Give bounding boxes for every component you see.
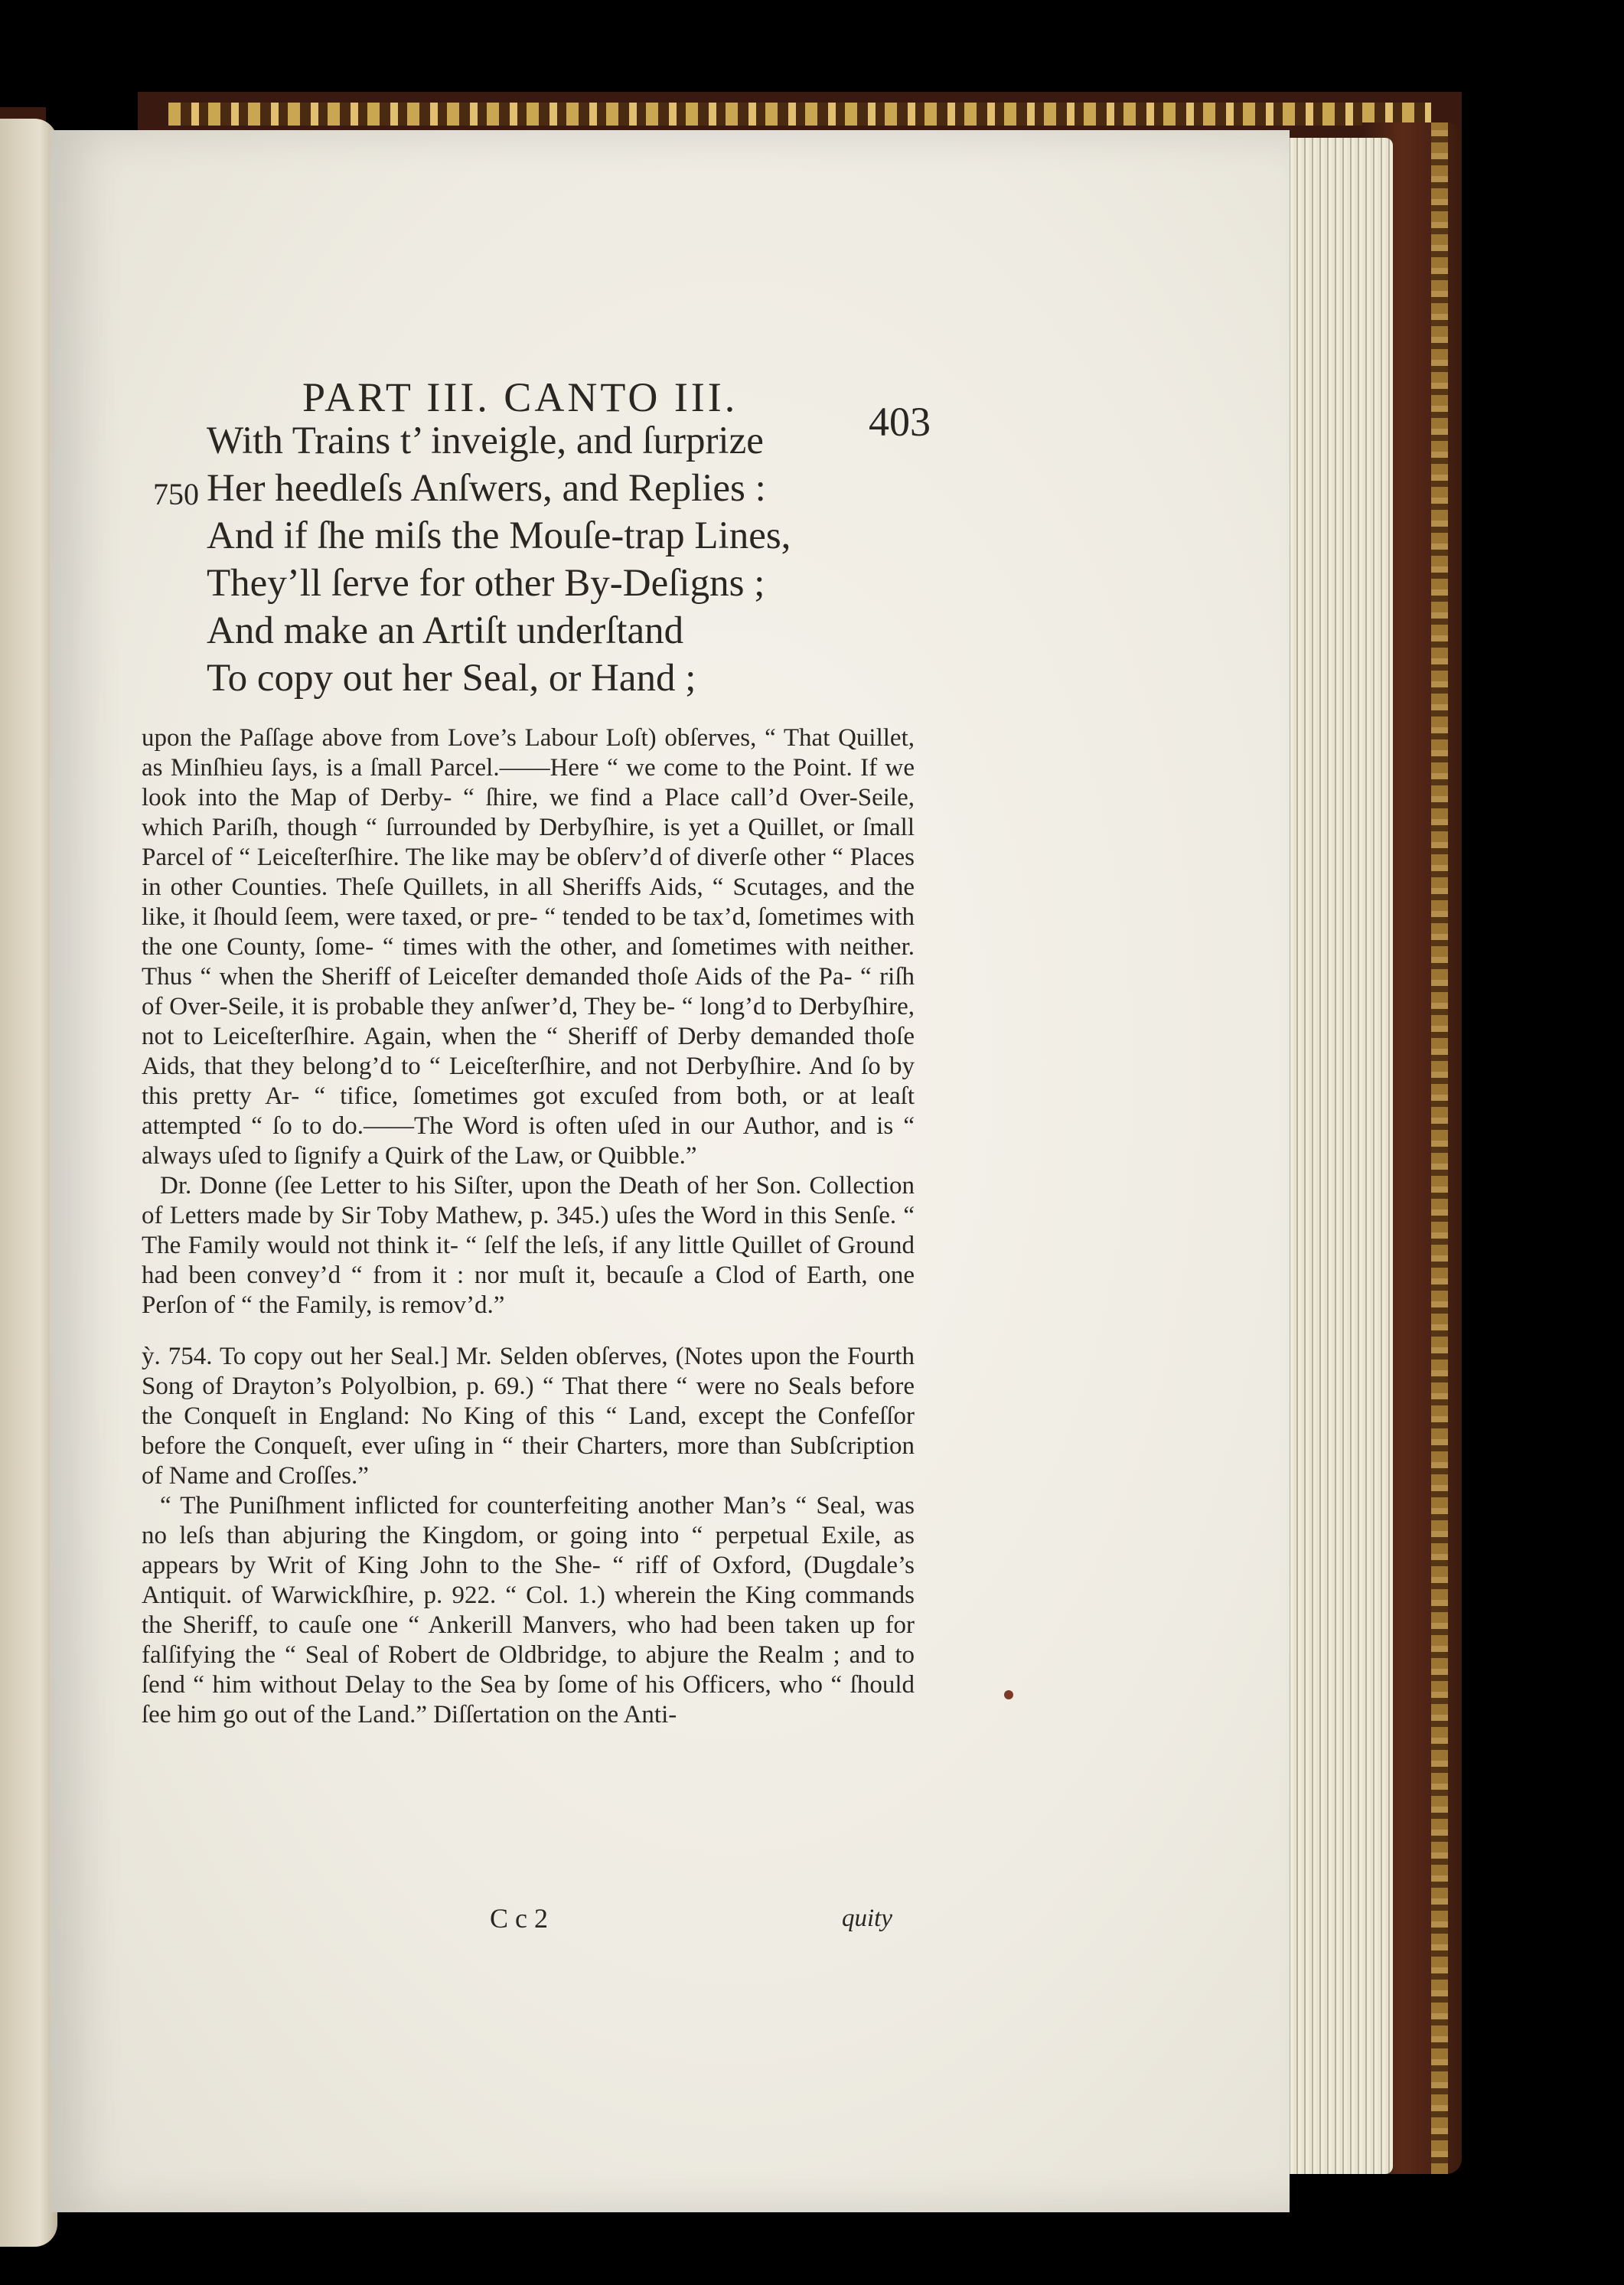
verse-text: They’ll ſerve for other By-Deſigns ; <box>207 562 765 605</box>
note-paragraph: “ The Puniſhment inflicted for counterfeiting another Man’s “ Seal, was no leſs than abjuring the Kingdom, or going into “ perpetual Exile, as appears by Writ of King John to the She- “ riff of Oxford, (Dugdale’s Antiquit. of Warwickſhire, p. 922. “ Col. 1.) wherein the King commands the Sheriff, to cauſe one “ Ankerill Manvers, who had been taken up for falſifying the “ Seal of Robert de Oldbridge, to abjure the Realm ; and to ſend “ him without Delay to the Sea by ſome of his Officers, who “ ſhould ſee him go out of the Land.” Diſſertation on the Anti- <box>142 1492 915 1728</box>
verse-text: And if ſhe miſs the Mouſe-trap Lines, <box>207 514 791 557</box>
verse-line <box>153 417 842 465</box>
verse-line <box>153 465 842 512</box>
running-head: PART III. CANTO III. <box>302 374 739 420</box>
note-paragraph: upon the Paſſage above from Love’s Labour Loſt) obſerves, “ That Quillet, as Minſhieu ſays, is a ſmall Parcel.——Here “ we come to the Point. If we look into the Map of Derby- “ ſhire, we find a Place call’d Over-Seile, which Pariſh, though “ ſurrounded by Derbyſhire, is yet a Quillet, or ſmall Parcel of “ Leiceſterſhire. The like may be obſerv’d of diverſe other “ Places in other Counties. Theſe Quillets, in all Sheriffs Aids, “ Scutages, and the like, it ſhould ſeem, were taxed, or pre- “ tended to be tax’d, ſometimes with the one County, ſome- “ times with the other, and ſometimes with neither. Thus “ when the Sheriff of Leiceſter demanded thoſe Aids of the Pa- “ riſh of Over-Seile, it is probable they anſwer’d, They be- “ long’d to Derbyſhire, not to Leiceſterſhire. Again, when the “ Sheriff of Derby demanded thoſe Aids, that they belong’d to “ Leiceſterſhire, and not Derbyſhire. And ſo by this pretty Ar- “ tifice, ſometimes got excuſed from both, or at leaſt attempted “ ſo to do.——The Word is often uſed in our Author, and is “ always uſed to ſignify a Quirk of the Law, or Quibble.” <box>142 724 915 1170</box>
footnotes <box>142 723 915 1730</box>
verse-line <box>153 512 842 560</box>
signature-mark: C c 2 <box>490 1903 548 1934</box>
ink-spot <box>1004 1690 1013 1699</box>
note-paragraph: Dr. Donne (ſee Letter to his Siſter, upon the Death of her Son. Collection of Letters made by Sir Toby Mathew, p. 345.) uſes the Word in this Senſe. “ The Family would not think it- “ ſelf the leſs, if any little Quillet of Ground had been convey’d “ from it : nor muſt it, becauſe a Clod of Earth, one Perſon of “ the Family, is remov’d.” <box>142 1172 915 1319</box>
verse-text: And make an Artiſt underſtand <box>207 609 684 652</box>
facing-page-edge <box>0 119 57 2247</box>
line-number: 750 <box>153 477 199 511</box>
note-paragraph: ỳ. 754. To copy out her Seal.] Mr. Selden obſerves, (Notes upon the Fourth Song of Drayton’s Polyolbion, p. 69.) “ That there “ were no Seals before the Conqueſt in England: No King of this “ Land, except the Confeſſor before the Conqueſt, ever uſing in “ their Charters, more than Subſcription of Name and Croſſes.” <box>142 1343 915 1490</box>
verse-text: With Trains t’ inveigle, and ſurprize <box>207 419 764 462</box>
verse-text: To copy out her Seal, or Hand ; <box>207 657 696 700</box>
verse-line <box>153 607 842 654</box>
verse-line <box>153 560 842 607</box>
verse-block <box>153 417 842 702</box>
verse-line <box>153 654 842 702</box>
verse-text: Her heedleſs Anſwers, and Replies : <box>207 467 766 510</box>
catchword: quity <box>842 1905 892 1932</box>
page-number: 403 <box>869 399 931 445</box>
